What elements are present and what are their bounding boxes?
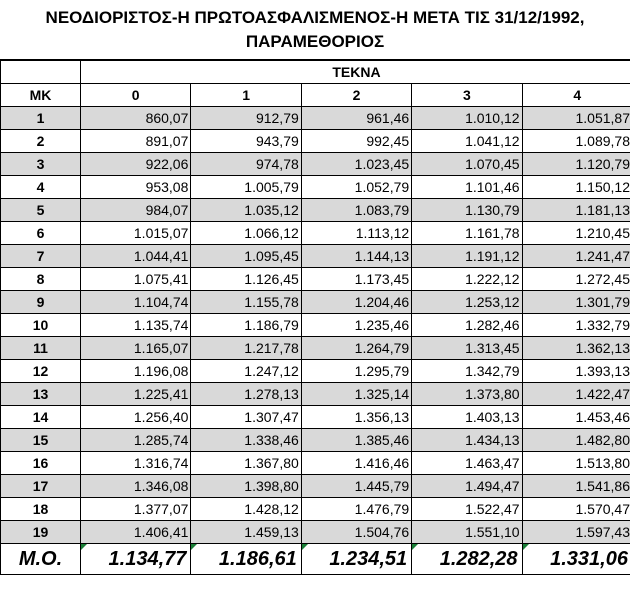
value-cell: 1.181,13 [522, 199, 630, 222]
value-cell: 1.301,79 [522, 291, 630, 314]
value-cell: 1.165,07 [81, 337, 191, 360]
average-value-0: 1.134,77 [81, 544, 191, 575]
value-cell: 1.332,79 [522, 314, 630, 337]
mk-cell: 1 [1, 107, 81, 130]
value-cell: 1.398,80 [191, 475, 301, 498]
mk-cell: 6 [1, 222, 81, 245]
value-cell: 1.155,78 [191, 291, 301, 314]
average-value-3: 1.282,28 [412, 544, 522, 575]
mk-cell: 3 [1, 153, 81, 176]
table-row [1, 360, 630, 383]
value-cell: 1.367,80 [191, 452, 301, 475]
value-cell: 1.325,14 [301, 383, 411, 406]
value-cell: 1.428,12 [191, 498, 301, 521]
value-cell: 1.551,10 [412, 521, 522, 544]
value-cell: 1.597,43 [522, 521, 630, 544]
mk-cell: 14 [1, 406, 81, 429]
table-row [1, 107, 630, 130]
table-row [1, 383, 630, 406]
table-row [1, 429, 630, 452]
table-title [0, 0, 630, 60]
value-cell: 1.316,74 [81, 452, 191, 475]
value-cell: 1.494,47 [412, 475, 522, 498]
value-cell: 1.023,45 [301, 153, 411, 176]
value-cell: 1.104,74 [81, 291, 191, 314]
value-cell: 1.313,45 [412, 337, 522, 360]
value-cell: 1.089,78 [522, 130, 630, 153]
value-cell: 1.416,46 [301, 452, 411, 475]
value-cell: 1.570,47 [522, 498, 630, 521]
mk-cell: 2 [1, 130, 81, 153]
value-cell: 1.373,80 [412, 383, 522, 406]
table-row [1, 153, 630, 176]
column-header-row [1, 84, 630, 107]
value-cell: 1.126,45 [191, 268, 301, 291]
value-cell: 1.196,08 [81, 360, 191, 383]
average-value-4: 1.331,06 [522, 544, 630, 575]
average-label: Μ.Ο. [1, 544, 81, 575]
value-cell: 1.541,86 [522, 475, 630, 498]
average-row [1, 544, 630, 575]
value-cell: 1.463,47 [412, 452, 522, 475]
value-cell: 1.295,79 [301, 360, 411, 383]
value-cell: 1.393,13 [522, 360, 630, 383]
value-cell: 1.015,07 [81, 222, 191, 245]
table-row [1, 130, 630, 153]
mk-header: ΜΚ [1, 84, 81, 107]
value-cell: 1.113,12 [301, 222, 411, 245]
mk-cell: 5 [1, 199, 81, 222]
value-cell: 1.186,79 [191, 314, 301, 337]
value-cell: 1.356,13 [301, 406, 411, 429]
table-row [1, 222, 630, 245]
value-cell: 1.217,78 [191, 337, 301, 360]
value-cell: 1.362,13 [522, 337, 630, 360]
value-cell: 1.476,79 [301, 498, 411, 521]
value-cell: 1.150,12 [522, 176, 630, 199]
value-cell: 1.338,46 [191, 429, 301, 452]
column-header-0: 0 [81, 84, 191, 107]
column-header-2: 2 [301, 84, 411, 107]
value-cell: 1.272,45 [522, 268, 630, 291]
value-cell: 1.222,12 [412, 268, 522, 291]
value-cell: 1.247,12 [191, 360, 301, 383]
average-value-1: 1.186,61 [191, 544, 301, 575]
value-cell: 1.095,45 [191, 245, 301, 268]
value-cell: 1.445,79 [301, 475, 411, 498]
value-cell: 1.035,12 [191, 199, 301, 222]
table-row [1, 521, 630, 544]
mk-cell: 17 [1, 475, 81, 498]
mk-cell: 16 [1, 452, 81, 475]
value-cell: 1.041,12 [412, 130, 522, 153]
blank-header-cell [1, 61, 81, 84]
value-cell: 943,79 [191, 130, 301, 153]
value-cell: 1.385,46 [301, 429, 411, 452]
mk-cell: 13 [1, 383, 81, 406]
value-cell: 1.403,13 [412, 406, 522, 429]
value-cell: 961,46 [301, 107, 411, 130]
value-cell: 1.070,45 [412, 153, 522, 176]
table-row [1, 452, 630, 475]
table-row [1, 475, 630, 498]
table-row [1, 314, 630, 337]
mk-cell: 12 [1, 360, 81, 383]
value-cell: 860,07 [81, 107, 191, 130]
salary-table [0, 60, 630, 575]
column-header-4: 4 [522, 84, 630, 107]
value-cell: 1.075,41 [81, 268, 191, 291]
value-cell: 1.235,46 [301, 314, 411, 337]
table-row [1, 268, 630, 291]
value-cell: 1.482,80 [522, 429, 630, 452]
value-cell: 1.241,47 [522, 245, 630, 268]
table-body [1, 107, 630, 544]
value-cell: 1.346,08 [81, 475, 191, 498]
value-cell: 1.135,74 [81, 314, 191, 337]
value-cell: 1.377,07 [81, 498, 191, 521]
value-cell: 1.256,40 [81, 406, 191, 429]
title-line-2: ΠΑΡΑΜΕΘΟΡΙΟΣ [245, 32, 385, 51]
value-cell: 1.144,13 [301, 245, 411, 268]
value-cell: 912,79 [191, 107, 301, 130]
mk-cell: 9 [1, 291, 81, 314]
value-cell: 1.504,76 [301, 521, 411, 544]
value-cell: 922,06 [81, 153, 191, 176]
column-header-3: 3 [412, 84, 522, 107]
value-cell: 1.278,13 [191, 383, 301, 406]
value-cell: 1.406,41 [81, 521, 191, 544]
table-row [1, 291, 630, 314]
column-header-1: 1 [191, 84, 301, 107]
mk-cell: 7 [1, 245, 81, 268]
value-cell: 1.161,78 [412, 222, 522, 245]
value-cell: 1.307,47 [191, 406, 301, 429]
value-cell: 1.066,12 [191, 222, 301, 245]
value-cell: 1.459,13 [191, 521, 301, 544]
value-cell: 1.083,79 [301, 199, 411, 222]
value-cell: 1.434,13 [412, 429, 522, 452]
value-cell: 1.522,47 [412, 498, 522, 521]
table-row [1, 245, 630, 268]
value-cell: 1.052,79 [301, 176, 411, 199]
value-cell: 953,08 [81, 176, 191, 199]
value-cell: 1.253,12 [412, 291, 522, 314]
value-cell: 1.342,79 [412, 360, 522, 383]
mk-cell: 10 [1, 314, 81, 337]
table-row [1, 176, 630, 199]
value-cell: 1.120,79 [522, 153, 630, 176]
value-cell: 1.044,41 [81, 245, 191, 268]
title-line-1: ΝΕΟΔΙΟΡΙΣΤΟΣ-Η ΠΡΩΤΟΑΣΦΑΛΙΣΜΕΝΟΣ-Η ΜΕΤΑ ΤΙΣ 31/12/1992, [45, 8, 585, 27]
value-cell: 974,78 [191, 153, 301, 176]
mk-cell: 18 [1, 498, 81, 521]
value-cell: 992,45 [301, 130, 411, 153]
mk-cell: 8 [1, 268, 81, 291]
value-cell: 1.264,79 [301, 337, 411, 360]
group-header-row [1, 61, 630, 84]
mk-cell: 15 [1, 429, 81, 452]
value-cell: 1.005,79 [191, 176, 301, 199]
mk-cell: 11 [1, 337, 81, 360]
value-cell: 1.101,46 [412, 176, 522, 199]
value-cell: 1.513,80 [522, 452, 630, 475]
value-cell: 1.285,74 [81, 429, 191, 452]
value-cell: 1.282,46 [412, 314, 522, 337]
value-cell: 1.204,46 [301, 291, 411, 314]
mk-cell: 4 [1, 176, 81, 199]
average-value-2: 1.234,51 [301, 544, 411, 575]
mk-cell: 19 [1, 521, 81, 544]
table-row [1, 199, 630, 222]
value-cell: 1.422,47 [522, 383, 630, 406]
value-cell: 1.173,45 [301, 268, 411, 291]
value-cell: 891,07 [81, 130, 191, 153]
value-cell: 1.130,79 [412, 199, 522, 222]
children-group-header: ΤΕΚΝΑ [81, 61, 630, 84]
table-row [1, 337, 630, 360]
value-cell: 1.191,12 [412, 245, 522, 268]
value-cell: 1.453,46 [522, 406, 630, 429]
table-row [1, 498, 630, 521]
value-cell: 1.051,87 [522, 107, 630, 130]
value-cell: 1.210,45 [522, 222, 630, 245]
table-row [1, 406, 630, 429]
value-cell: 1.010,12 [412, 107, 522, 130]
value-cell: 984,07 [81, 199, 191, 222]
value-cell: 1.225,41 [81, 383, 191, 406]
